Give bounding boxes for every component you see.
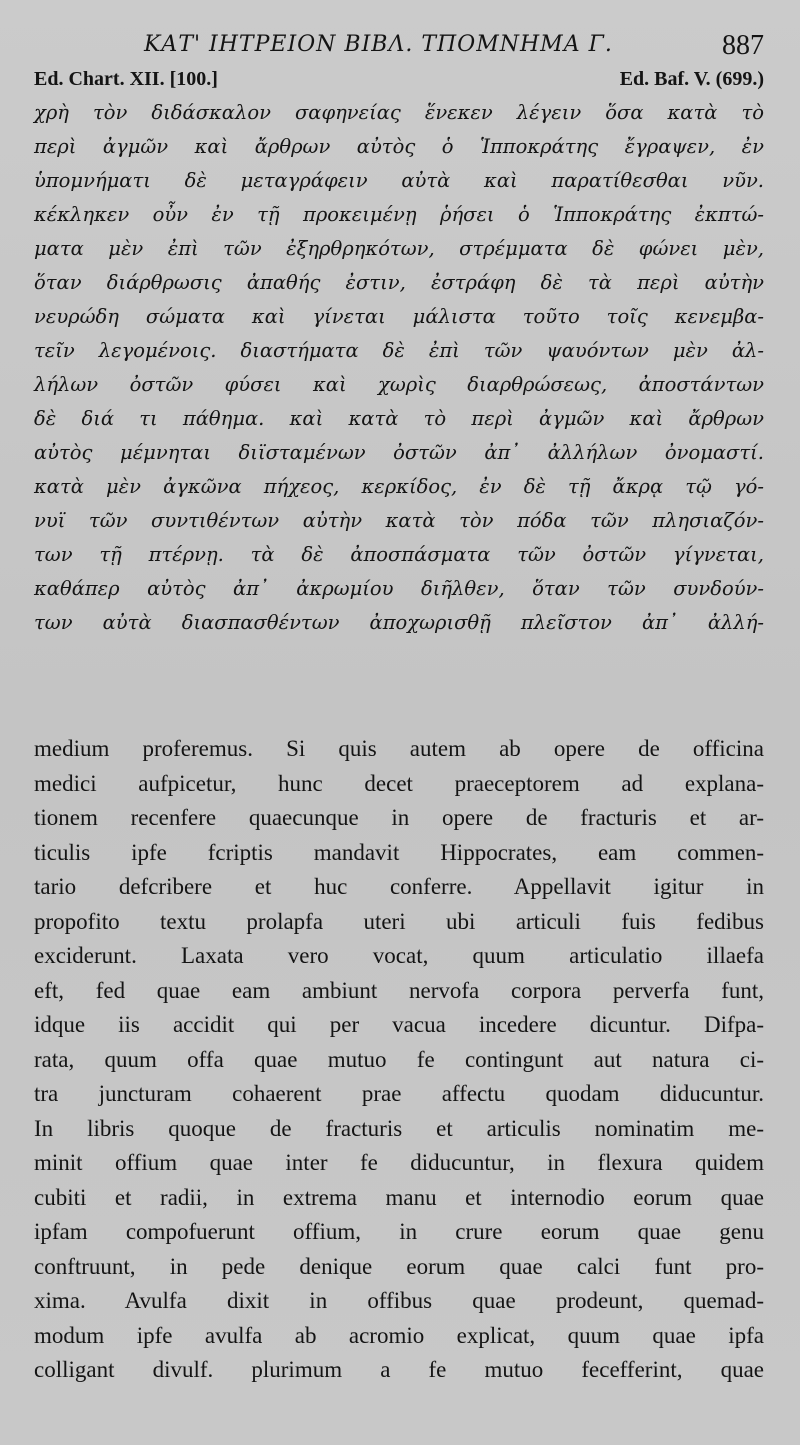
latin-line: tra juncturam cohaerent prae affectu quodam diducuntur.	[34, 1081, 764, 1106]
running-title: ΚΑΤ' ΙΗΤΡΕΙΟΝ ΒΙΒΛ. ΤΠΟΜΝΗΜΑ Γ.	[144, 32, 613, 57]
greek-line: κέκληκεν οὖν ἐν τῇ προκειμένῃ ῥήσει ὁ Ἱπποκράτης ἐκπτώ-	[34, 203, 764, 226]
greek-line: των τῇ πτέρνῃ. τὰ δὲ ἀποσπάσματα τῶν ὀστῶν γίγνεται,	[34, 543, 764, 566]
greek-line: νυϊ τῶν συντιθέντων αὐτὴν κατὰ τὸν πόδα τῶν πλησιαζόν-	[34, 509, 764, 532]
latin-line: rata, quum offa quae mutuo fe contingunt aut natura ci-	[34, 1046, 764, 1072]
page-header	[34, 30, 764, 64]
latin-line: conftruunt, in pede denique eorum quae calci funt pro-	[34, 1253, 764, 1279]
latin-line: eft, fed quae eam ambiunt nervofa corpora perverfa funt,	[34, 977, 764, 1003]
greek-line: ὅταν διάρθρωσις ἀπαθής ἐστιν, ἐστράφη δὲ τὰ περὶ αὐτὴν	[34, 271, 764, 294]
page-number: 887	[722, 30, 764, 61]
greek-line: τεῖν λεγομένοις. διαστήματα δὲ ἐπὶ τῶν ψαυόντων μὲν ἀλ-	[34, 339, 764, 362]
latin-line: tario defcribere et huc conferre. Appellavit igitur in	[34, 874, 764, 899]
greek-text-block	[34, 96, 764, 640]
edition-reference-line	[34, 68, 764, 94]
greek-line: λήλων ὀστῶν φύσει καὶ χωρὶς διαρθρώσεως, ἀποστάντων	[34, 373, 764, 396]
greek-line: κατὰ μὲν ἀγκῶνα πήχεος, κερκίδος, ἐν δὲ τῇ ἄκρᾳ τῷ γό-	[34, 475, 764, 498]
greek-line: καθάπερ αὐτὸς ἀπ᾽ ἀκρωμίου διῆλθεν, ὅταν τῶν συνδούν-	[34, 577, 764, 600]
greek-line: ὑπομνήματι δὲ μεταγράφειν αὐτὰ καὶ παρατίθεσθαι νῦν.	[34, 169, 764, 192]
latin-line: minit offium quae inter fe diducuntur, in flexura quidem	[34, 1150, 764, 1175]
latin-line: cubiti et radii, in extrema manu et internodio eorum quae	[34, 1184, 764, 1210]
edition-basel-ref: Ed. Baf. V. (699.)	[619, 68, 764, 90]
greek-line: αὐτὸς μέμνηται διϊσταμένων ὀστῶν ἀπ᾽ ἀλλήλων ὀνομαστί.	[34, 441, 764, 464]
latin-line: ipfam compofuerunt offium, in crure eorum quae genu	[34, 1219, 764, 1244]
greek-line: περὶ ἀγμῶν καὶ ἄρθρων αὐτὸς ὁ Ἱπποκράτης ἔγραψεν, ἐν	[34, 135, 764, 158]
latin-line: colligant divulf. plurimum a fe mutuo fecefferint, quae	[34, 1357, 764, 1382]
greek-line: δὲ διά τι πάθημα. καὶ κατὰ τὸ περὶ ἀγμῶν καὶ ἄρθρων	[34, 407, 764, 430]
edition-chartier-ref: Ed. Chart. XII. [100.]	[34, 68, 218, 90]
latin-line: modum ipfe avulfa ab acromio explicat, quum quae ipfa	[34, 1322, 764, 1348]
latin-line: xima. Avulfa dixit in offibus quae prodeunt, quemad-	[34, 1288, 764, 1313]
latin-text-block	[34, 732, 764, 1388]
latin-line: medici aufpicetur, hunc decet praeceptorem ad explana-	[34, 770, 764, 796]
latin-line: medium proferemus. Si quis autem ab opere de officina	[34, 736, 764, 761]
greek-line: των αὐτὰ διασπασθέντων ἀποχωρισθῇ πλεῖστον ἀπ᾽ ἀλλή-	[34, 611, 764, 634]
latin-line: In libris quoque de fracturis et articulis nominatim me-	[34, 1115, 764, 1141]
latin-line: tionem recenfere quaecunque in opere de fracturis et ar-	[34, 805, 764, 830]
greek-line: ματα μὲν ἐπὶ τῶν ἐξηρθρηκότων, στρέμματα δὲ φώνει μὲν,	[34, 237, 764, 260]
latin-line: propofito textu prolapfa uteri ubi articuli fuis fedibus	[34, 908, 764, 934]
latin-line: ticulis ipfe fcriptis mandavit Hippocrates, eam commen-	[34, 839, 764, 865]
latin-line: exciderunt. Laxata vero vocat, quum articulatio illaefa	[34, 943, 764, 968]
latin-line: idque iis accidit qui per vacua incedere dicuntur. Difpa-	[34, 1012, 764, 1037]
greek-line: χρὴ τὸν διδάσκαλον σαφηνείας ἕνεκεν λέγειν ὅσα κατὰ τὸ	[34, 101, 764, 124]
greek-line: νευρώδη σώματα καὶ γίνεται μάλιστα τοῦτο τοῖς κενεμβα-	[34, 305, 764, 328]
